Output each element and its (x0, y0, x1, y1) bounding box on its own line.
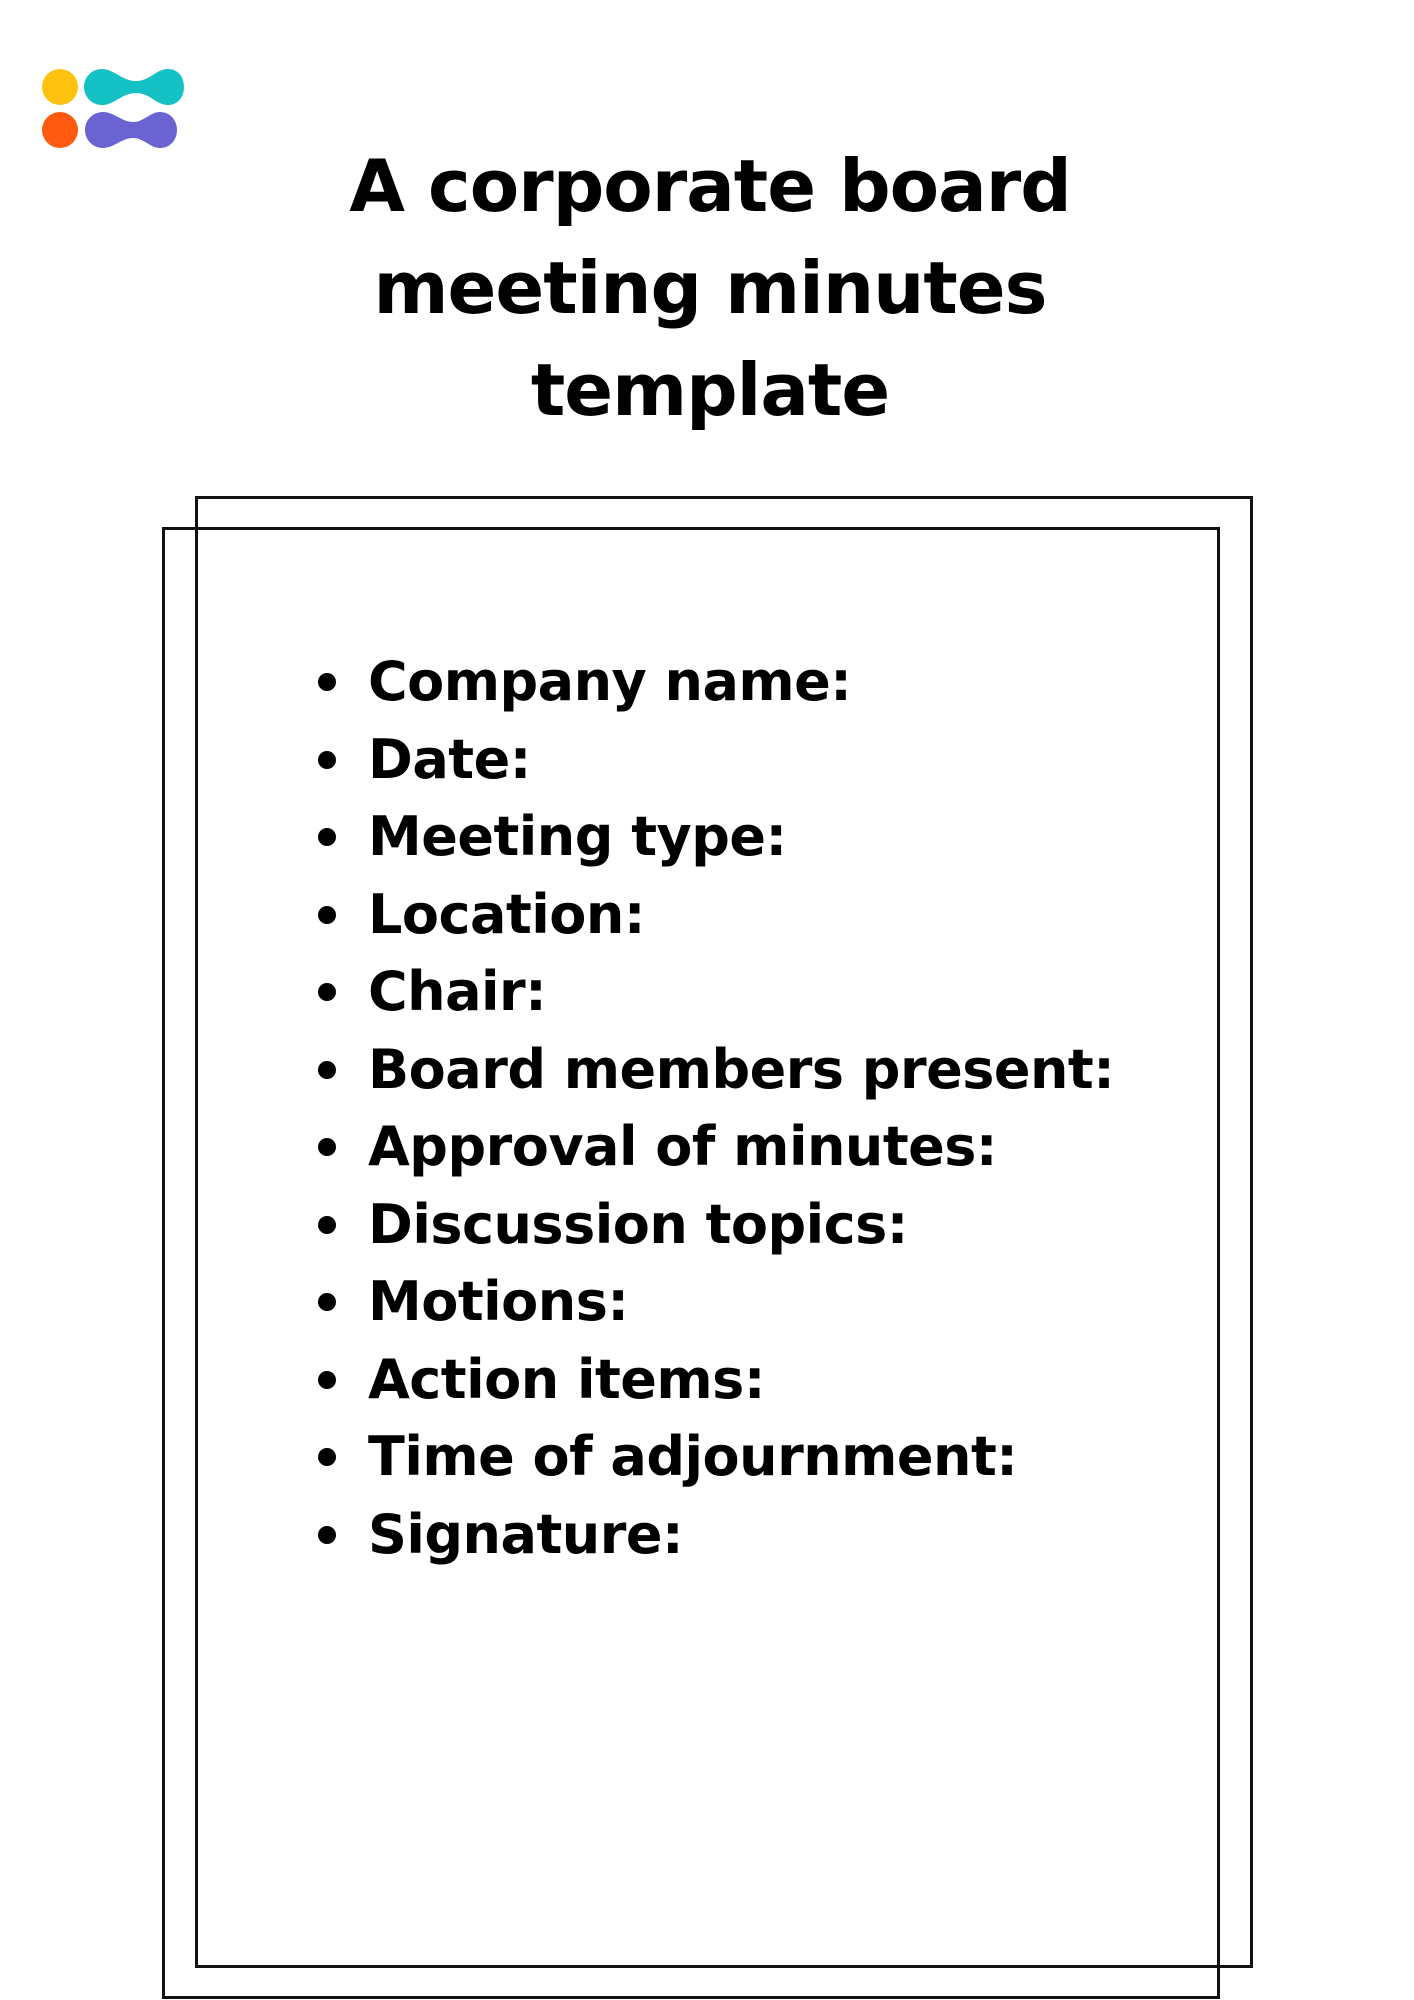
bullet-icon (318, 1526, 336, 1544)
title-line-3: template (530, 348, 890, 432)
field-meeting-type: Meeting type: (368, 805, 787, 868)
field-discussion-topics: Discussion topics: (368, 1192, 908, 1256)
logo-shape-teal (84, 69, 184, 105)
bullet-icon (318, 1371, 336, 1389)
field-chair: Chair: (368, 960, 547, 1023)
list-item (316, 1263, 1114, 1341)
bullet-icon (318, 983, 336, 1001)
list-item (316, 643, 1114, 721)
field-signature: Signature: (368, 1502, 684, 1566)
list-item (316, 876, 1114, 954)
bullet-icon (318, 1061, 336, 1079)
title-line-1: A corporate board (349, 144, 1071, 228)
field-time-of-adjournment: Time of adjournment: (368, 1425, 1018, 1488)
field-board-members-present: Board members present: (368, 1037, 1115, 1101)
bullet-icon (318, 751, 336, 769)
field-action-items: Action items: (368, 1347, 765, 1411)
list-item (316, 953, 1114, 1031)
list-item (316, 1418, 1114, 1496)
brand-logo-icon (38, 64, 188, 154)
bullet-icon (318, 828, 336, 846)
list-item (316, 1341, 1114, 1419)
bullet-icon (318, 673, 336, 691)
bullet-icon (318, 906, 336, 924)
logo-shape-purple (85, 112, 177, 148)
list-item (316, 1108, 1114, 1186)
bullet-icon (318, 1448, 336, 1466)
logo-dot-yellow (42, 69, 78, 105)
list-item (316, 1031, 1114, 1109)
bullet-icon (318, 1293, 336, 1311)
page-title (300, 135, 1120, 441)
bullet-icon (318, 1138, 336, 1156)
list-item (316, 1496, 1114, 1574)
list-item (316, 721, 1114, 799)
field-date: Date: (368, 727, 531, 791)
field-location: Location: (368, 882, 645, 946)
list-item (316, 798, 1114, 876)
logo-dot-orange (42, 112, 78, 148)
fields-list (316, 643, 1114, 1573)
field-approval-of-minutes: Approval of minutes: (368, 1115, 998, 1178)
field-motions: Motions: (368, 1270, 629, 1333)
bullet-icon (318, 1216, 336, 1234)
list-item (316, 1186, 1114, 1264)
title-line-2: meeting minutes (373, 246, 1047, 330)
field-company-name: Company name: (368, 650, 852, 713)
